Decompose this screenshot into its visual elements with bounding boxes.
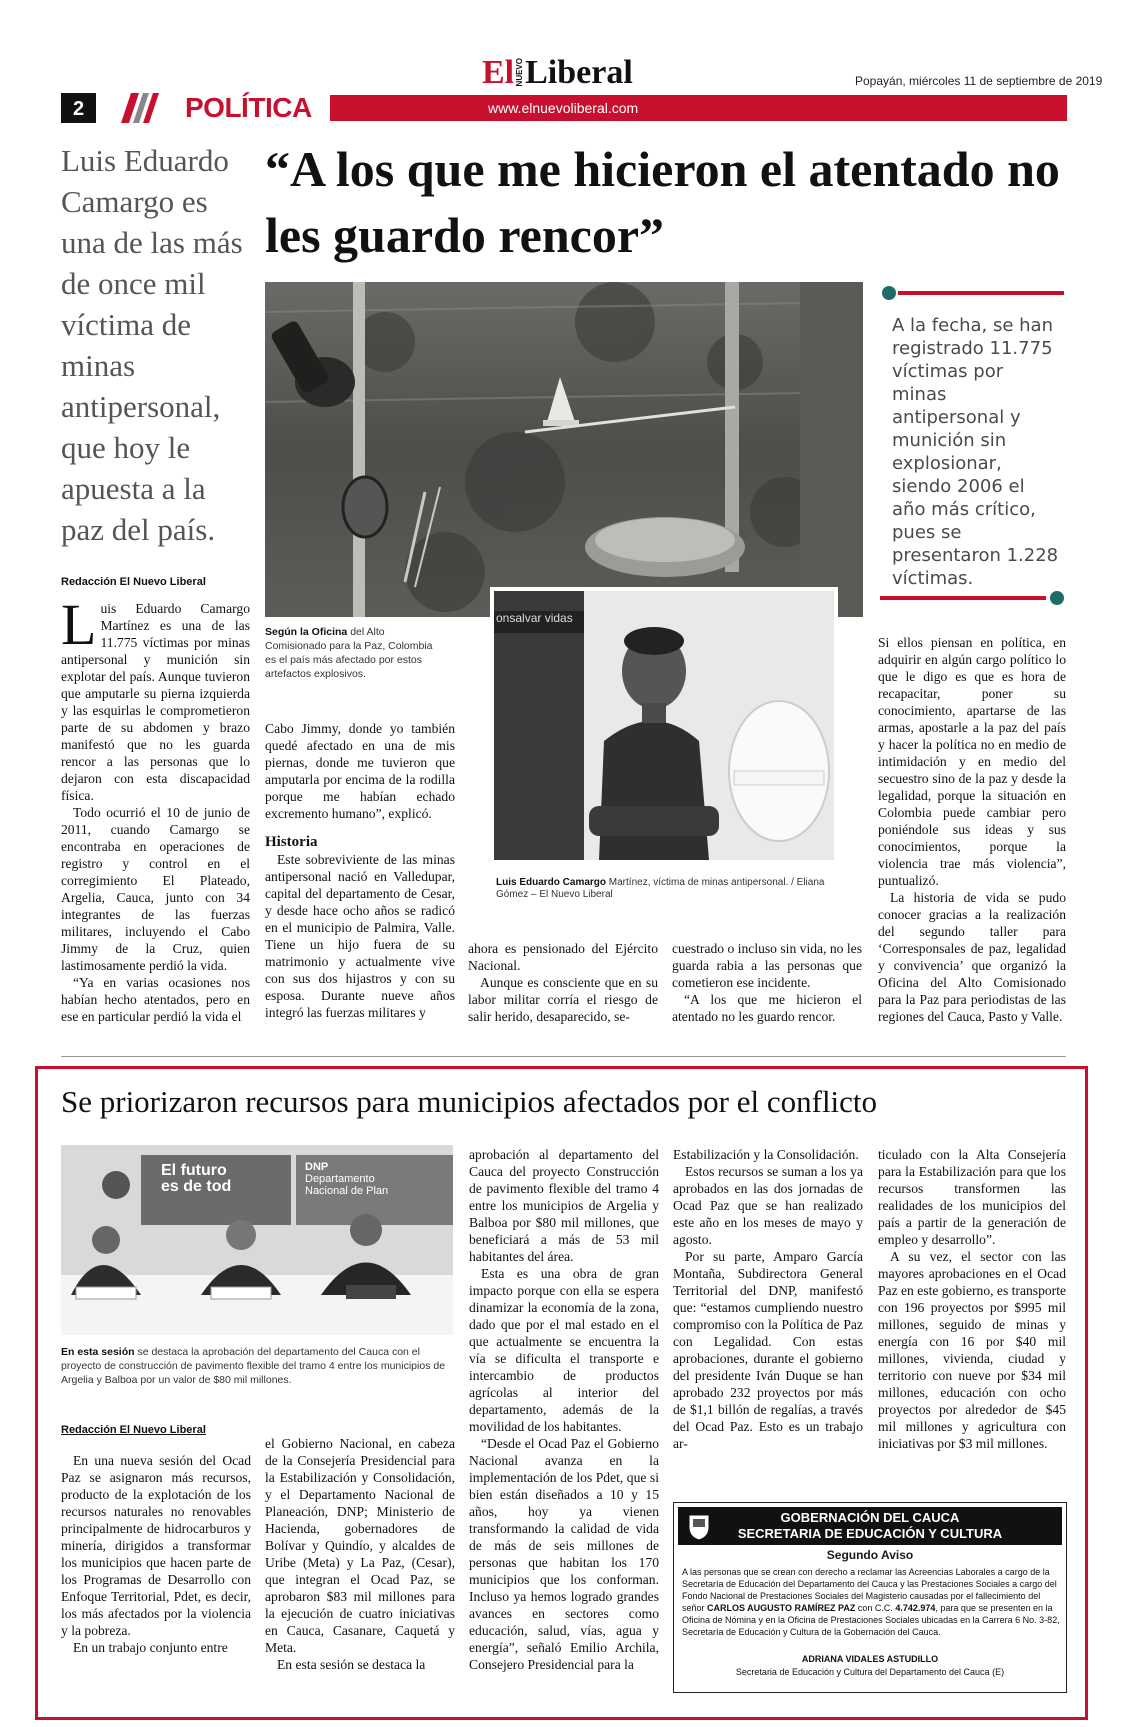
- paragraph: Esta es una obra de gran impacto porque con ella se espera dinamizar la economía de la zona, dado que por el mal estado en el que actualmente se encuentra la vía se dificulta el transporte e intercambio de productos agrícolas al interior del departamento, además de la movilidad de los habitantes.: [469, 1266, 659, 1434]
- caption-text: se destaca la aprobación del departamento del Cauca con el proyecto de construcción de pavimento flexible del tramo 4 entre los municipios de Argelia y Balboa por un valor de $80 mil millones.: [61, 1346, 446, 1386]
- article2-column-3: [469, 1146, 659, 1673]
- masthead-logo[interactable]: [482, 54, 633, 92]
- paragraph: Por su parte, Amparo García Montaña, Subdirectora General Territorial del DNP, manifestó que: “estamos cumpliendo nuestro compromiso con la Política de Paz con Legalidad. Con estas aprobaciones, durante el gobierno del presidente Iván Duque se han aprobado 232 proyectos por más de $1,1 billón de regalías, a través del Ocad Paz. Esto es un trabajo ar-: [673, 1249, 863, 1451]
- paragraph: “Desde el Ocad Paz el Gobierno Nacional avanza en la implementación de los Pdet, que si bien están diseñados a 10 y 15 años, hoy ya vienen transformando la calidad de vida de más de seis millones de personas que habitan los 170 municipios que los conforman. Incluso ya hemos logrado grandes avances en sectores como educación, salud, vías, agua y energía”, señaló Emilio Archila, Consejero Presidencial para la: [469, 1436, 659, 1672]
- dnp-label: DNP: [305, 1161, 329, 1173]
- paragraph: Estos recursos se suman a los ya aprobados en las dos jornadas de Ocad Paz que se han realizado este año en los meses de mayo y agosto.: [673, 1164, 863, 1247]
- article1-headline: “A los que me hicieron el atentado no les guardo rencor”: [265, 141, 1060, 263]
- paragraph: En una nueva sesión del Ocad Paz se asignaron más recursos, producto de la explotación de los recursos naturales no renovables principalmente de hidrocarburos y minería, dirigidos a transformar los municipios que hacen parte de los Programas de Desarrollo con Enfoque Territorial, Pdet, es decir, los más afectados por la violencia y la pobreza.: [61, 1453, 251, 1638]
- caption-lead: Según la Oficina: [265, 626, 348, 638]
- paragraph: “A los que me hicieron el atentado no les guardo rencor.: [672, 992, 862, 1024]
- article-divider: [61, 1056, 1066, 1057]
- website-url[interactable]: www.elnuevoliberal.com: [488, 100, 639, 116]
- photo-banner-line2: es de tod: [161, 1178, 232, 1195]
- ad-subtitle: Segundo Aviso: [826, 1548, 914, 1562]
- paragraph: En esta sesión se destaca la: [277, 1657, 426, 1672]
- article2-byline: Redacción El Nuevo Liberal: [61, 1424, 206, 1436]
- paragraph: Si ellos piensan en política, en adquirir en algún cargo político lo que le digo es que es hora de recapacitar, poner su conocimiento, apartarse de las armas, apostarle a la paz del país y hacer la política no en medio de intimidación y en medio del secuestro sino de la paz y desde la legalidad, porque la situación en Colombia puede cambiar pero poniéndole sus ideas y sus conocimientos, porque la violencia trae más violencia”, puntualizó.: [878, 635, 1066, 888]
- subhead-historia: Historia: [265, 834, 318, 850]
- paragraph: “Ya en varias ocasiones nos habían hecho atentados, pero en ese en particular perdió la vida el: [61, 975, 250, 1024]
- paragraph: En un trabajo conjunto entre: [73, 1640, 228, 1655]
- logo-liberal: Liberal: [525, 54, 633, 91]
- section-title: POLÍTICA: [185, 92, 312, 123]
- article1-column-4: [672, 940, 862, 1025]
- paragraph: A su vez, el sector con las mayores aprobaciones en el Ocad Paz en este gobierno, es transporte con 196 proyectos por $995 mil millones, seguido de minas y energía con 16 por $40 mil millones, vivienda, ciudad y territorio con nueve por $34 mil millones, educación con ocho proyectos por alrededor de $45 mil millones y agricultura con iniciativas por $3 mil millones.: [878, 1249, 1066, 1451]
- caption-text: del Alto Comisionado para la Paz, Colombia es el país más afectado por estos artefactos explosivos.: [265, 626, 433, 680]
- paragraph: Estabilización y la Consolidación.: [673, 1147, 859, 1162]
- page-number: 2: [61, 93, 96, 123]
- article1-column-5: [878, 634, 1066, 1025]
- photo-caption: [265, 625, 440, 681]
- logo-nuevo: NUEVO: [515, 57, 525, 86]
- logo-el: El: [482, 54, 515, 91]
- paragraph: Aunque es consciente que en su labor militar corría el riesgo de salir herido, desaparecido, se-: [468, 975, 658, 1024]
- ad-body-text: , para que se presenten en la Oficina de Nómina y en la Oficina de Prestaciones Sociales ubicadas en la Carrera 6 No. 3-82, Secretaría de Educación y Cultura de la Gobernación del Cauca.: [682, 1603, 1060, 1637]
- article1-column-1: [61, 592, 250, 1025]
- ad-signer: ADRIANA VIDALES ASTUDILLO: [801, 1654, 939, 1664]
- caption-lead: Luis Eduardo Camargo: [496, 877, 607, 888]
- ad-title-line1: GOBERNACIÓN DEL CAUCA: [780, 1510, 960, 1525]
- paragraph: uis Eduardo Camargo Martínez es una de las 11.775 víctimas por minas antipersonal y munición sin explotar del país. Aunque tuvieron que amputarle su pierna izquierda y las esquirlas le comprometieron parte de su abdomen y brazo manifestó que no les guarda rencor a las personas que lo dejaron con esta discapacidad física.: [61, 601, 250, 803]
- landmine-site-photo: [265, 282, 863, 617]
- press-conference-photo: [61, 1145, 453, 1335]
- pullquote-rule-bottom: [880, 596, 1046, 600]
- dnp-label-3: Nacional de Plan: [305, 1185, 389, 1197]
- paragraph: ticulado con la Alta Consejería para la Estabilización para que los recursos transformen las realidades de los municipios del país a partir de la generación de empleo y desarrollo”.: [878, 1147, 1066, 1247]
- ad-title-line2: SECRETARIA DE EDUCACIÓN Y CULTURA: [737, 1526, 1003, 1541]
- banner-text: onsalvar vidas: [496, 611, 573, 625]
- paragraph: La historia de vida se pudo conocer gracias a la realización del segundo taller para ‘Corresponsales de paz, legalidad y convivencia’ que organizó la Oficina del Alto Comisionado para la Paz para periodistas de las regiones del Cauca, Pasto y Valle.: [878, 890, 1066, 1024]
- ad-deceased-name: CARLOS AUGUSTO RAMÍREZ PAZ: [707, 1603, 856, 1613]
- article1-byline: Redacción El Nuevo Liberal: [61, 576, 206, 588]
- paragraph: Todo ocurrió el 10 de junio de 2011, cuando Camargo se encontraba en operaciones de registro y control en el corregimiento El Plateado, Argelia, Cauca, junto con 34 integrantes de las fuerzas militares, incluyendo el Cabo Jimmy de la Cruz, quien lastimosamente perdió la vida.: [61, 805, 250, 973]
- portrait-caption: [496, 877, 826, 901]
- portrait-photo: [490, 587, 838, 864]
- ad-body: [682, 1566, 1060, 1638]
- ad-header: [678, 1507, 1062, 1545]
- article1-column-2: [265, 720, 455, 1021]
- ad-body-text: A las personas que se crean con derecho a reclamar las Acreencias Laborales a cargo de la Secretaría de Educación del Departamento del Cauca y las Prestaciones Sociales a cargo del Fondo Nacional de Prestaciones Sociales del Magisterio causadas por el fallecimiento del señor: [682, 1567, 1057, 1613]
- article2-column-5: [878, 1146, 1066, 1452]
- article1-column-3: [468, 940, 658, 1025]
- pullquote: A la fecha, se han registrado 11.775 víctimas por minas antipersonal y munición sin explosionar, siendo 2006 el año más crítico, pues se presentaron 1.228 víctimas.: [892, 315, 1059, 589]
- dnp-label-2: Departamento: [305, 1173, 375, 1185]
- paragraph: cuestrado o incluso sin vida, no les guarda rabia a las personas que cometieron ese incidente.: [672, 941, 862, 990]
- drop-cap: L: [61, 592, 97, 657]
- paragraph: Cabo Jimmy, donde yo también quedé afectado en una de mis piernas, donde me tuvieron que amputarla por encima de la rodilla porque me habían echado excremento humano”, explicó.: [265, 721, 455, 821]
- photo-banner-line1: El futuro: [161, 1162, 227, 1179]
- pullquote-dot-icon: [882, 286, 896, 300]
- header-red-bar: [330, 95, 1067, 121]
- section-stripes-icon: [113, 93, 163, 123]
- ad-signer-title: Secretaria de Educación y Cultura del Departamento del Cauca (E): [735, 1667, 1005, 1677]
- caption-lead: En esta sesión: [61, 1346, 135, 1358]
- caption-text: Martínez, víctima de minas antipersonal. / Eliana Gómez – El Nuevo Liberal: [496, 877, 825, 900]
- paragraph: aprobación al departamento del Cauca del proyecto Construcción de pavimento flexible del tramo 4 entre los municipios de Argelia y Balboa por $80 mil millones, que beneficiará a más de 53 mil habitantes del área.: [469, 1147, 659, 1264]
- coat-of-arms-icon: [686, 1511, 712, 1541]
- paragraph: Este sobreviviente de las minas antipersonal nació en Valledupar, capital del departamento de Cesar, y desde hace ocho años se radicó en el municipio de Palmira, Valle. Tiene un hijo fuera de su matrimonio y actualmente vive con sus dos hijastros y con su esposa. Durante nueve años integró las fuerzas militares y: [265, 852, 455, 1020]
- paragraph: el Gobierno Nacional, en cabeza de la Consejería Presidencial para la Estabilización y Consolidación, y el Departamento Nacional de Planeación, DNP; Ministerio de Hacienda, gobernadores de Bolívar y Quindío, y alcaldes de Uribe (Meta) y La Paz, (Cesar), que integran el Ocad Paz, se aprobaron $83 mil millones para la ejecución de cuatro iniciativas en Cauca, Casanare, Caquetá y Meta.: [265, 1436, 455, 1655]
- dateline: Popayán, miércoles 11 de septiembre de 2019: [855, 74, 1103, 88]
- article1-intro: Luis Eduardo Camargo es una de las más de once mil víctima de minas antipersonal, que hoy le apuesta a la paz del país.: [61, 143, 243, 547]
- paragraph: ahora es pensionado del Ejército Nacional.: [468, 941, 658, 973]
- pullquote-dot-icon: [1050, 591, 1064, 605]
- article2-headline: Se priorizaron recursos para municipios afectados por el conflicto: [61, 1084, 878, 1119]
- ad-body-text: con C.C.: [855, 1603, 896, 1613]
- article2-column-4: [673, 1146, 863, 1452]
- pullquote-rule-top: [898, 291, 1064, 295]
- article2-column-2: [265, 1435, 455, 1673]
- article2-column-1: [61, 1452, 251, 1656]
- legal-notice-ad: [673, 1502, 1067, 1693]
- article2-caption: [61, 1345, 453, 1387]
- ad-id-number: 4.742.974: [895, 1603, 936, 1613]
